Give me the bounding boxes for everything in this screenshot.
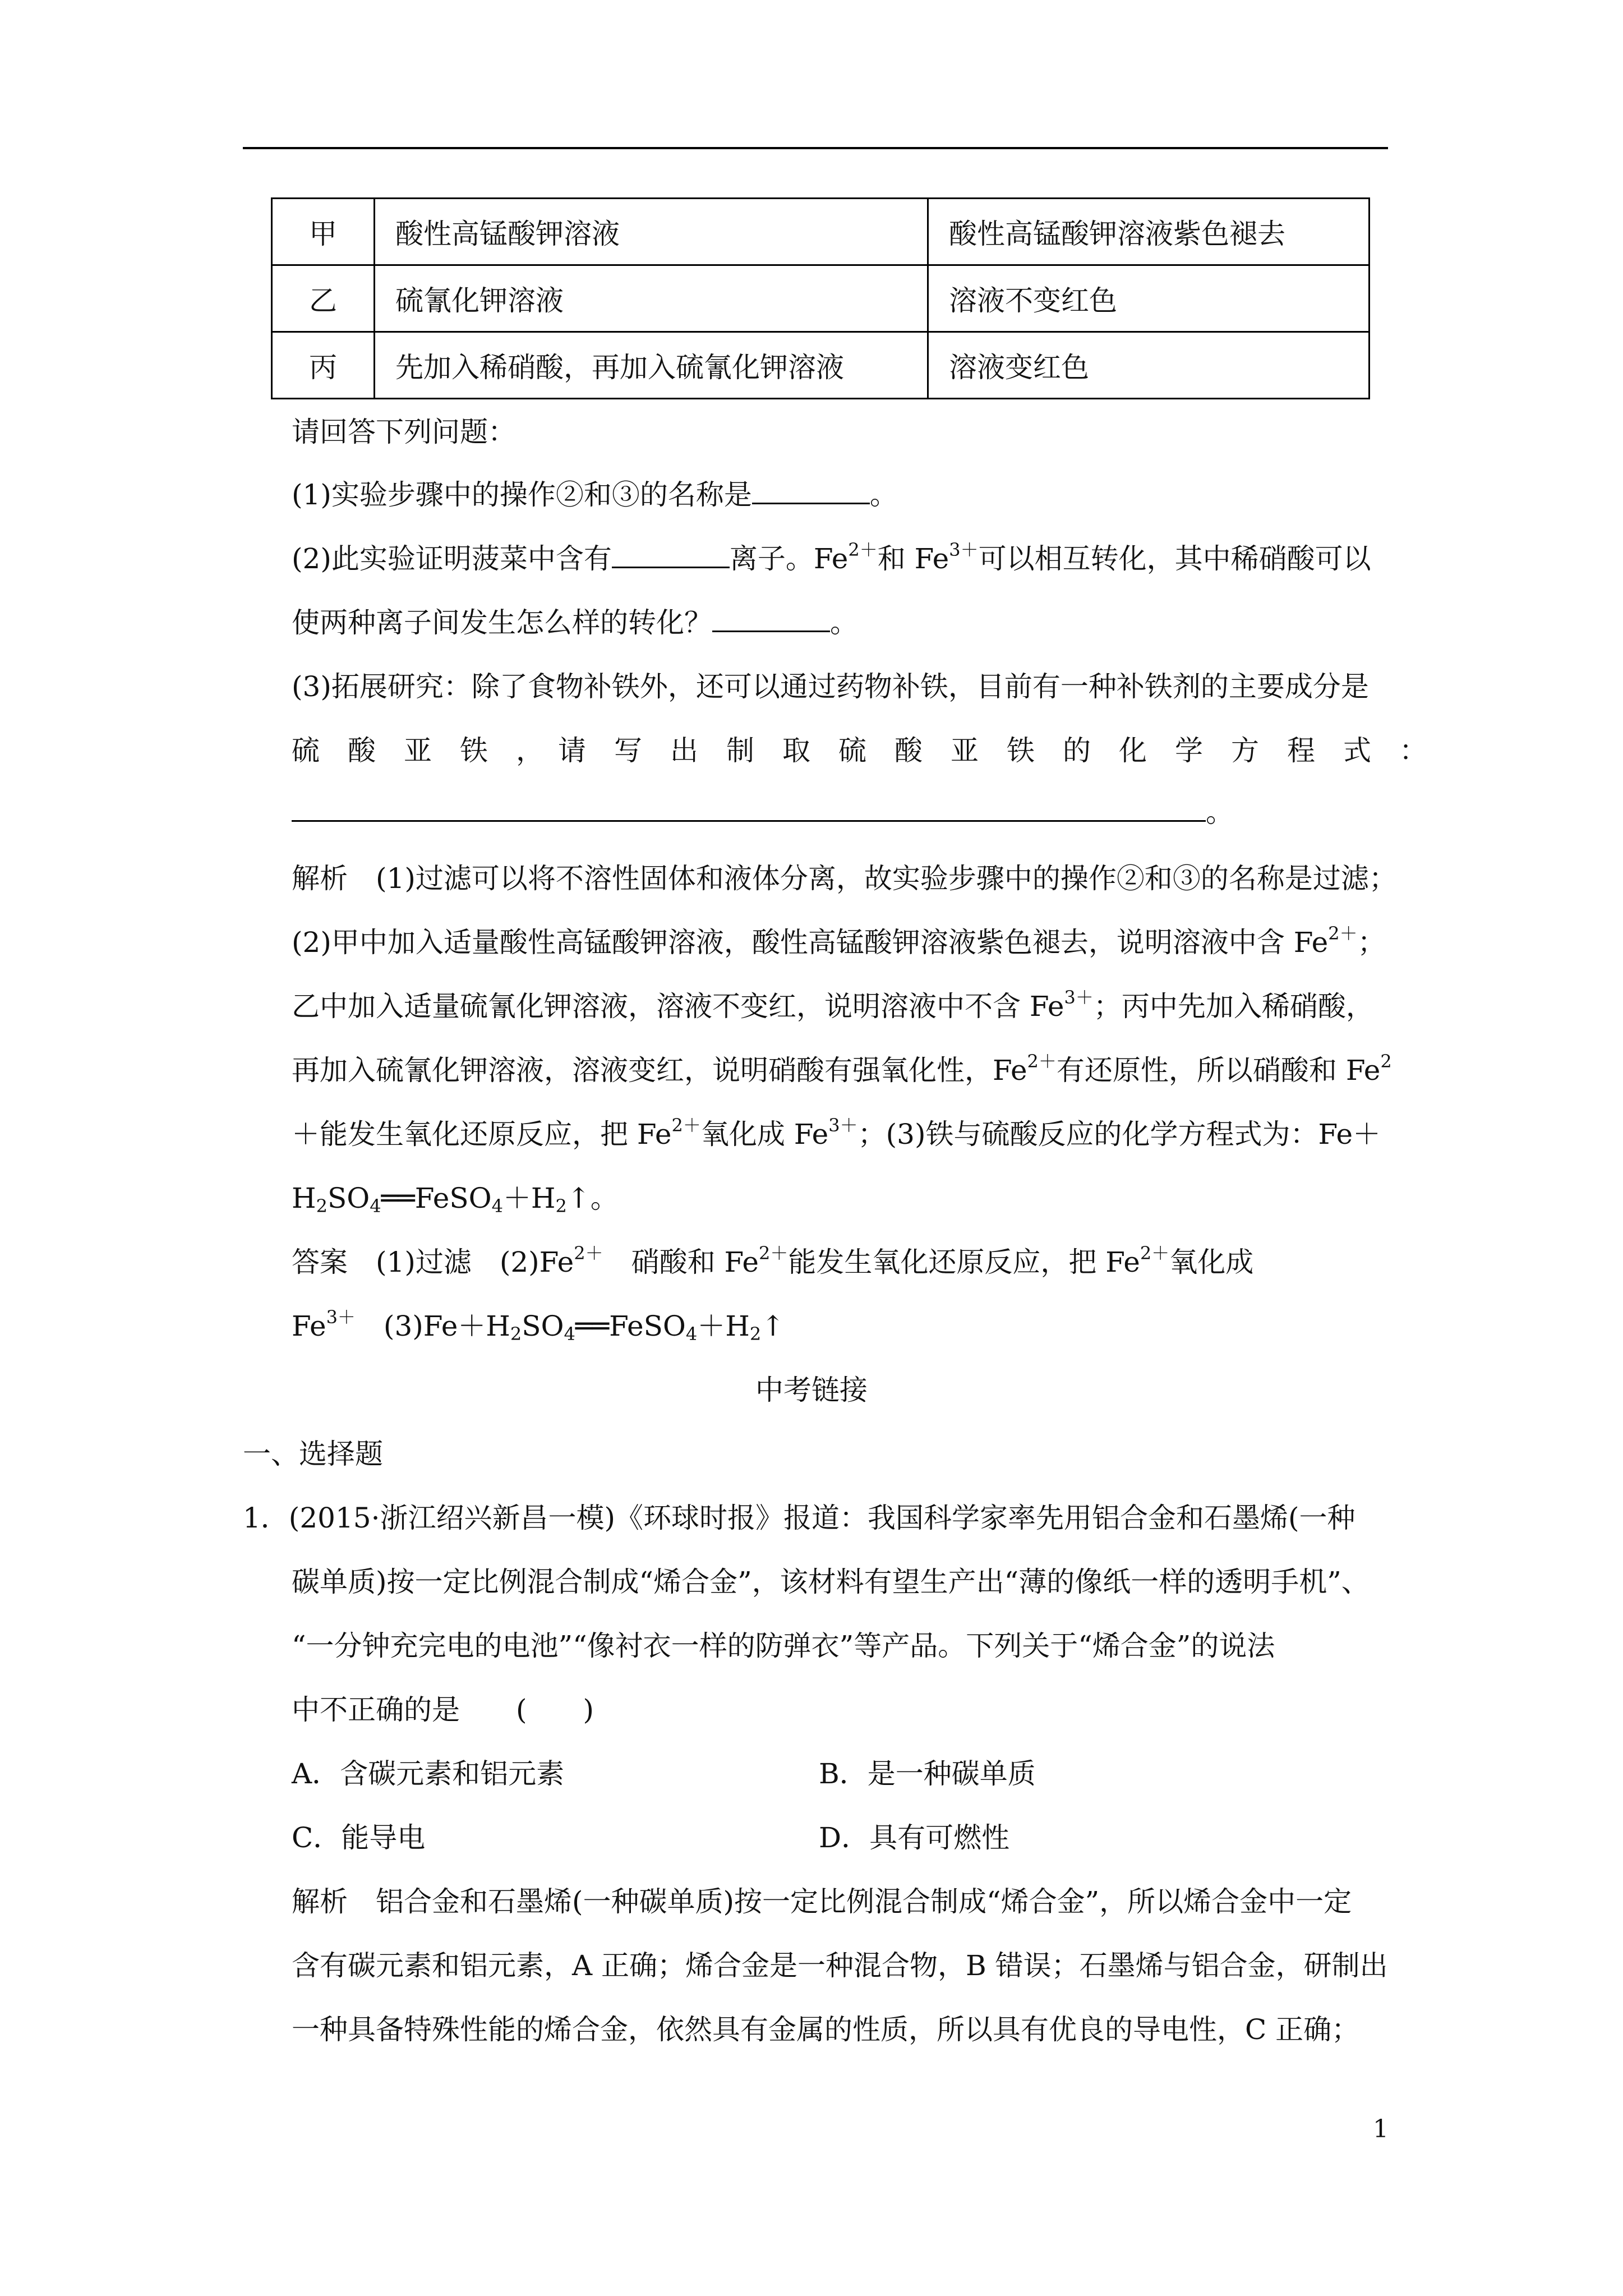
table-row — [272, 199, 1370, 265]
analysis-2-line3: 一种具备特殊性能的烯合金，依然具有金属的性质，所以具有优良的导电性，C 正确； — [292, 2013, 1360, 2046]
row-label: 甲 — [272, 199, 375, 265]
answer-blank[interactable] — [712, 606, 830, 632]
option-b[interactable]: B．是一种碳单质 — [819, 1757, 1036, 1790]
answer-1-line2: $Fe^{3+}$ $(3)Fe+H_2SO_4══FeSO_4+H_2↑$ — [292, 1306, 785, 1345]
option-a[interactable]: A．含碳元素和铝元素 — [292, 1757, 565, 1790]
table-row — [272, 265, 1370, 332]
question-3-line3: 。 — [292, 795, 1234, 829]
question-1: (1)实验步骤中的操作②和③的名称是 。 — [292, 478, 898, 511]
intro-text: 请回答下列问题： — [292, 416, 516, 448]
question-item-1: 1．(2015·浙江绍兴新昌一模)《环球时报》报道：我国科学家率先用铝合金和石墨烯(一种 — [243, 1502, 1355, 1534]
analysis-1-line2: (2)甲中加入适量酸性高锰酸钾溶液，酸性高锰酸钾溶液紫色褪去，说明溶液中含 $Fe^{2+}$； — [292, 923, 1386, 959]
question-2-line2: 使两种离子间发生怎么样的转化？ 。 — [292, 606, 858, 639]
analysis-1-line1: 解析 (1)过滤可以将不溶性固体和液体分离，故实验步骤中的操作②和③的名称是过滤； — [292, 862, 1397, 895]
row-label: 丙 — [272, 332, 375, 399]
question-item-1-line2: 碳单质)按一定比例混合制成“烯合金”，该材料有望生产出“薄的像纸一样的透明手机”、 — [292, 1566, 1370, 1598]
question-item-1-line3: “一分钟充完电的电池”“像衬衣一样的防弹衣”等产品。下列关于“烯合金”的说法 — [292, 1630, 1275, 1662]
question-3-line2: 硫 酸 亚 铁 ， 请 写 出 制 取 硫 酸 亚 铁 的 化 学 方 程 式 ： — [292, 734, 1427, 767]
question-2: (2)此实验证明菠菜中含有 离子。$Fe^{2+}$和 $Fe^{3+}$可以相互转化，其中稀硝酸可以 — [292, 539, 1371, 575]
analysis-1-line5: ＋能发生氧化还原反应，把 $Fe^{2+}$氧化成 $Fe^{3+}$；(3)铁与硫酸反应的化学方程式为：Fe＋ — [292, 1115, 1381, 1151]
question-item-1-line4: 中不正确的是 ( ) — [292, 1694, 594, 1726]
answer-1-line1: 答案 (1)过滤 $(2)Fe^{2+}$ 硝酸和 $Fe^{2+}$能发生氧化还原反应，把 $Fe^{2+}$氧化成 — [292, 1243, 1254, 1278]
part-title: 一、选择题 — [243, 1438, 383, 1470]
option-d[interactable]: D．具有可燃性 — [819, 1821, 1010, 1854]
table-row — [272, 332, 1370, 399]
section-title: 中考链接 — [755, 1374, 868, 1406]
analysis-1-line3: 乙中加入适量硫氰化钾溶液，溶液不变红，说明溶液中不含 $Fe^{3+}$；丙中先加入稀硝酸， — [292, 987, 1374, 1023]
reagent-cell: 先加入稀硝酸，再加入硫氰化钾溶液 — [375, 332, 928, 399]
phenomenon-cell: 溶液变红色 — [928, 332, 1370, 399]
answer-blank[interactable] — [612, 542, 730, 568]
phenomenon-cell: 酸性高锰酸钾溶液紫色褪去 — [928, 199, 1370, 265]
analysis-1-line4: 再加入硫氰化钾溶液，溶液变红，说明硝酸有强氧化性，$Fe^{2+}$有还原性，所以硝酸和 Fe$^2$ — [292, 1051, 1392, 1087]
answer-blank[interactable] — [752, 478, 870, 504]
option-c[interactable]: C．能导电 — [292, 1821, 426, 1854]
page-number: 1 — [1373, 2115, 1389, 2143]
row-label: 乙 — [272, 265, 375, 332]
reagent-cell: 硫氰化钾溶液 — [375, 265, 928, 332]
phenomenon-cell: 溶液不变红色 — [928, 265, 1370, 332]
header-rule — [243, 147, 1388, 149]
analysis-1-line6: $H_2SO_4══FeSO_4+H_2↑$。 — [292, 1182, 619, 1217]
analysis-2-line2: 含有碳元素和铝元素，A 正确；烯合金是一种混合物，B 错误；石墨烯与铝合金，研制出 — [292, 1949, 1388, 1982]
question-3: (3)拓展研究：除了食物补铁外，还可以通过药物补铁，目前有一种补铁剂的主要成分是 — [292, 670, 1369, 703]
analysis-2-line1: 解析 铝合金和石墨烯(一种碳单质)按一定比例混合制成“烯合金”，所以烯合金中一定 — [292, 1885, 1352, 1918]
equation-blank[interactable] — [292, 795, 1206, 822]
reagent-cell: 酸性高锰酸钾溶液 — [375, 199, 928, 265]
experiment-table — [271, 197, 1370, 399]
